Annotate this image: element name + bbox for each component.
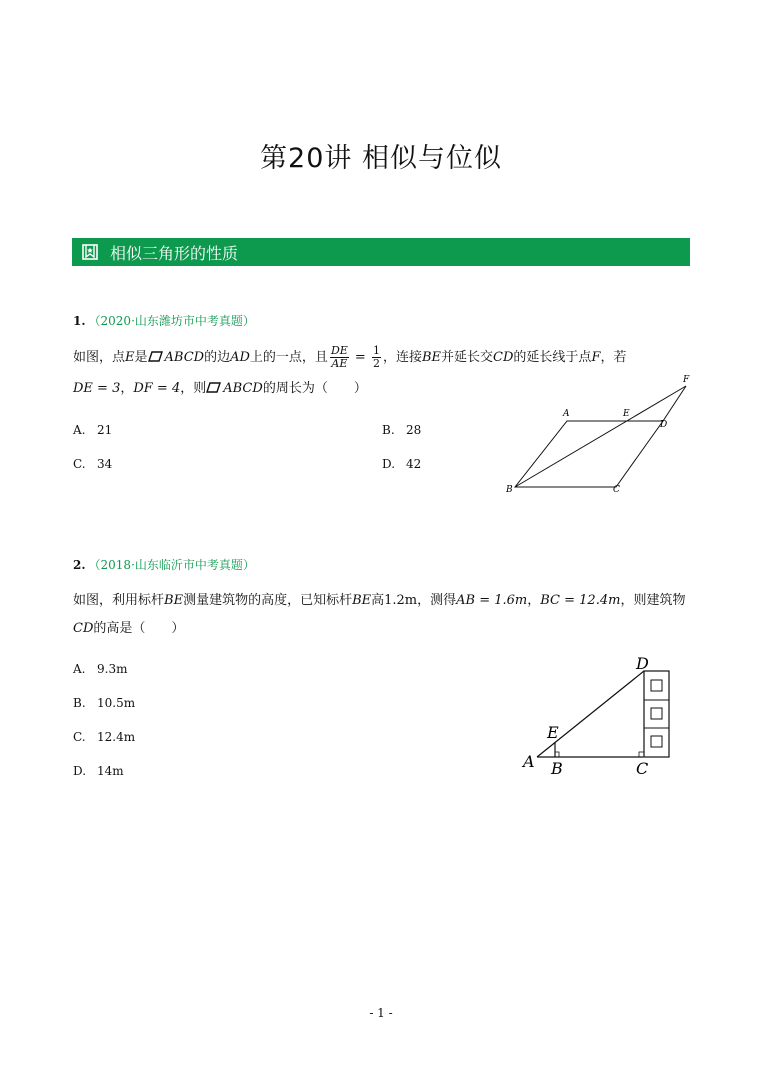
question-1-text (73, 343, 693, 373)
math-var: CD (493, 350, 514, 365)
text: 高1.2m，测得 (371, 593, 457, 608)
text: ，则 (180, 381, 207, 396)
option-value: 14m (97, 764, 124, 778)
option-value: 9.3m (97, 662, 128, 676)
equals: = (350, 350, 370, 365)
math-var: E (125, 350, 135, 365)
text: ，若 (600, 350, 627, 365)
text: ， (527, 593, 541, 608)
text: 的周长为（ ） (262, 381, 367, 396)
text: 的高是（ ） (93, 621, 185, 636)
fraction-de-ae (330, 345, 349, 370)
denominator: AE (331, 357, 348, 370)
math-var: ABCD (223, 381, 263, 396)
math-var: BE (421, 350, 442, 365)
bookmark-star-icon (76, 238, 104, 266)
label-b: B (551, 759, 563, 778)
label-e: E (623, 409, 630, 419)
option-b[interactable] (73, 696, 135, 710)
section-title: 相似三角形的性质 (110, 243, 239, 263)
question-1-header (73, 312, 255, 329)
math-var: AD (230, 350, 250, 365)
numerator: 1 (372, 344, 380, 357)
text: 的延长线于点 (513, 350, 592, 365)
math-var: F (591, 350, 601, 365)
option-c[interactable] (73, 730, 135, 744)
text: ，连接 (382, 350, 422, 365)
option-letter: A. (73, 423, 86, 437)
option-letter: D. (382, 457, 396, 471)
page-title: 第20讲 相似与位似 (260, 143, 502, 174)
option-a[interactable] (73, 662, 127, 676)
label-d: D (660, 420, 668, 430)
math-expr: BC = 12.4m (540, 593, 621, 608)
question-2-text (73, 586, 693, 616)
math-expr: DE = 3 (73, 381, 121, 396)
option-letter: B. (382, 423, 395, 437)
option-value: 12.4m (97, 730, 136, 744)
option-b[interactable] (382, 423, 421, 437)
parallelogram-figure (500, 370, 700, 500)
label-e: E (547, 723, 559, 742)
label-f: F (683, 375, 690, 385)
option-value: 10.5m (97, 696, 136, 710)
question-number: 2. (73, 558, 86, 572)
text: ， (120, 381, 134, 396)
option-value: 42 (406, 457, 422, 471)
option-letter: D. (73, 764, 87, 778)
option-letter: B. (73, 696, 86, 710)
math-var: CD (73, 621, 94, 636)
question-number: 1. (73, 314, 86, 328)
option-a[interactable] (73, 423, 112, 437)
parallelogram-symbol-icon (148, 344, 163, 354)
text: 是 (134, 350, 148, 365)
question-2-header (73, 556, 255, 573)
math-expr: DF = 4 (133, 381, 181, 396)
fraction-one-half (372, 345, 381, 370)
option-value: 28 (406, 423, 422, 437)
label-c: C (636, 759, 649, 778)
text: 如图，利用标杆 (73, 593, 165, 608)
section-header (72, 238, 690, 266)
option-d[interactable] (73, 764, 124, 778)
question-source: （2018·山东临沂市中考真题） (88, 558, 255, 572)
option-letter: C. (73, 457, 86, 471)
text: 如图，点 (73, 350, 126, 365)
text: 测量建筑物的高度，已知标杆 (183, 593, 353, 608)
label-b: B (506, 485, 513, 495)
option-d[interactable] (382, 457, 421, 471)
math-var: BE (164, 593, 184, 608)
question-2-text-line2 (73, 614, 693, 644)
option-value: 21 (97, 423, 113, 437)
option-letter: A. (73, 662, 86, 676)
label-a: A (563, 409, 570, 419)
label-c: C (613, 485, 620, 495)
page-number: - 1 - (369, 1006, 393, 1020)
math-expr: AB = 1.6m (456, 593, 528, 608)
math-var: ABCD (164, 350, 205, 365)
text: ，则建筑物 (620, 593, 686, 608)
label-a: A (523, 752, 535, 771)
denominator: 2 (372, 357, 380, 370)
numerator: DE (330, 344, 348, 357)
text: 并延长交 (441, 350, 494, 365)
text: 的边 (204, 350, 231, 365)
label-d: D (636, 654, 649, 673)
option-c[interactable] (73, 457, 112, 471)
building-figure (515, 650, 685, 780)
math-var: BE (352, 593, 372, 608)
option-letter: C. (73, 730, 86, 744)
option-value: 34 (97, 457, 113, 471)
parallelogram-symbol-icon (206, 375, 221, 385)
text: 上的一点，且 (249, 350, 328, 365)
question-source: （2020·山东潍坊市中考真题） (88, 314, 255, 328)
